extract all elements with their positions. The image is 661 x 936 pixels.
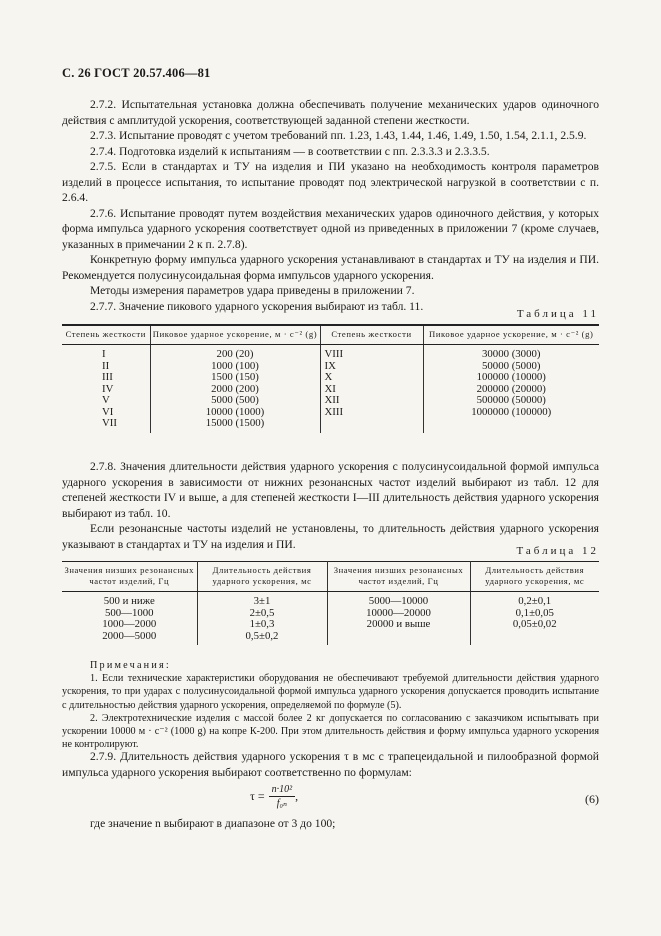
table-header: Значения низших резонансных частот изделий, Гц [327,562,470,592]
table-cell: III [102,371,113,383]
last-text-block [62,816,599,832]
table-row [62,395,599,407]
table-cell [423,418,599,433]
paragraph: 2.7.4. Подготовка изделий к испытаниям — в соответствии с пп. 2.3.3.3 и 2.3.3.5. [90,144,490,158]
table-cell: 5000 (500) [150,395,320,407]
paragraph: Методы измерения параметров удара приведены в приложении 7. [90,284,415,297]
table-cell: VII [102,417,117,429]
table-cell [470,631,599,646]
paragraph: 2.7.5. Если в стандартах и ТУ на изделия и ПИ указано на необходимость контроля параметров изделий в процессе испытания, то испытание проводят под электрической нагрузкой в соответствии с п. 2.6.4. [62,160,599,204]
table-cell: 10000—20000 [327,608,470,620]
note-item: 1. Если технические характеристики оборудования не обеспечивают требуемой длительности действия ударного ускорения, то при ударах с полусинусоидальной формой импульса ударного ускорения допускается проводить испытание с длительностью действия ударного ускорения, определяемой по формуле (5). [62,673,599,711]
table-cell: 100000 (10000) [423,372,599,384]
table-row [62,407,599,419]
table-cell: 10000 (1000) [150,407,320,419]
formula-numerator: n·10² [269,784,296,797]
table-11-caption: Таблица 11 [516,308,599,320]
paragraph: 2.7.8. Значения длительности действия ударного ускорения с полусинусоидальной формой импульса ударного ускорения в зависимости от нижних резонансных частот изделий выбирают из табл. 12 для степеней жесткости IV и выше, а для степеней жесткости I—III длительность действия ударного ускорения выбирают из табл. 10. [62,460,599,520]
table-header: Значения низших резонансных частот изделий, Гц [62,562,197,592]
table-cell: 1500 (150) [150,372,320,384]
paragraph: 2.7.6. Испытание проводят путем воздействия механических ударов одиночного действия, у которых форма импульса ударного ускорения соответствует одной из приведенных в приложении 7 (кроме случаев, указанных в примечании 2 к п. 2.7.8). [62,206,599,251]
table-cell: 1000—2000 [102,618,157,630]
table-cell: 0,05±0,02 [470,619,599,631]
table-row [62,372,599,384]
paragraph: 2.7.7. Значение пикового ударного ускорения выбирают из табл. 11. [90,299,424,313]
table-cell [327,631,470,646]
table-cell: 30000 (3000) [423,345,599,361]
table-cell: 1000000 (100000) [423,407,599,419]
paragraph: где значение n выбирают в диапазоне от 3 до 100; [90,817,336,830]
table-cell: 5000—10000 [327,592,470,608]
table-cell: 0,5±0,2 [197,631,327,646]
table-header: Степень жесткости [320,325,423,345]
middle-text-block [62,459,599,552]
table-header: Длительность действия ударного ускорения, мс [197,562,327,592]
table-cell: XIII [320,407,423,419]
table-cell: 50000 (5000) [423,361,599,373]
top-text-block [62,97,599,314]
formula-6 [250,784,298,809]
table-row [62,345,599,361]
table-cell: 500 и ниже [103,595,155,607]
table-cell: 3±1 [197,592,327,608]
formula-number: (6) [585,792,599,806]
paragraph-2-7-9-block [62,749,599,780]
table-cell: VI [102,405,114,418]
paragraph: 2.7.2. Испытательная установка должна обеспечивать получение механических ударов одиночного действия с амплитудой ускорения, соответствующей заданной степени жесткости. [62,98,599,127]
table-11 [62,324,599,433]
notes-block [62,659,599,751]
table-cell [320,418,423,433]
formula-fraction [269,784,299,809]
table-cell: 1000 (100) [150,361,320,373]
note-item: 2. Электротехнические изделия с массой более 2 кг допускается по согласованию с заказчиком испытывать при ускорении 10000 м · с⁻² (1000 g) на копре К-200. При этом длительность действия и форму импульса ударного ускорения не контролируют. [62,712,599,751]
paragraph: 2.7.3. Испытание проводят с учетом требований пп. 1.23, 1.43, 1.44, 1.46, 1.49, 1.50, 1.54, 2.1.1, 2.5.9. [90,129,587,142]
table-cell: II [102,359,110,372]
table-cell: 200000 (20000) [423,384,599,396]
table-12 [62,561,599,645]
table-header: Степень жесткости [62,325,150,345]
table-header: Длительность действия ударного ускорения, мс [470,562,599,592]
table-row [62,418,599,433]
table-cell: 2±0,5 [197,608,327,620]
table-cell: IV [102,382,114,395]
table-cell: I [102,348,106,360]
page-header: С. 26 ГОСТ 20.57.406—81 [62,66,211,80]
table-cell: 200 (20) [150,345,320,361]
table-row [62,592,599,608]
table-cell: VIII [320,345,423,361]
table-cell: 2000 (200) [150,384,320,396]
paragraph: 2.7.9. Длительность действия ударного ускорения τ в мс с трапецеидальной и пилообразной формой импульса ударного ускорения выбирают соответственно по формулам: [62,750,599,779]
table-cell: 20000 и выше [327,619,470,631]
formula-tail: , [295,789,299,803]
table-cell: V [102,394,110,406]
table-cell: 500—1000 [104,606,154,619]
table-cell: 500000 (50000) [423,395,599,407]
formula-denominator: f₀ₙ [276,798,287,809]
table-cell: XII [320,395,423,407]
table-12-caption: Таблица 12 [516,545,599,557]
table-header: Пиковое ударное ускорение, м · с⁻² (g) [423,325,599,345]
paragraph: Если резонансные частоты изделий не установлены, то длительность действия ударного ускорения указывают в стандартах и ТУ на изделия и ПИ. [62,522,599,551]
table-cell: X [320,372,423,384]
table-cell: XI [320,384,423,396]
table-header: Пиковое ударное ускорение, м · с⁻² (g) [150,325,320,345]
table-cell: 15000 (1500) [150,418,320,433]
table-cell: 0,1±0,05 [470,608,599,620]
paragraph: Конкретную форму импульса ударного ускорения устанавливают в стандартах и ТУ на изделия и ПИ. Рекомендуется полусинусоидальная форма импульсов ударного ускорения. [62,253,599,282]
formula-lhs: τ = [250,789,265,803]
table-cell: 2000—5000 [102,629,157,642]
notes-title: Примечания: [90,660,171,671]
table-cell: 1±0,3 [197,619,327,631]
table-cell: 0,2±0,1 [470,592,599,608]
table-cell: IX [320,361,423,373]
table-row [62,631,599,646]
table-row [62,619,599,631]
